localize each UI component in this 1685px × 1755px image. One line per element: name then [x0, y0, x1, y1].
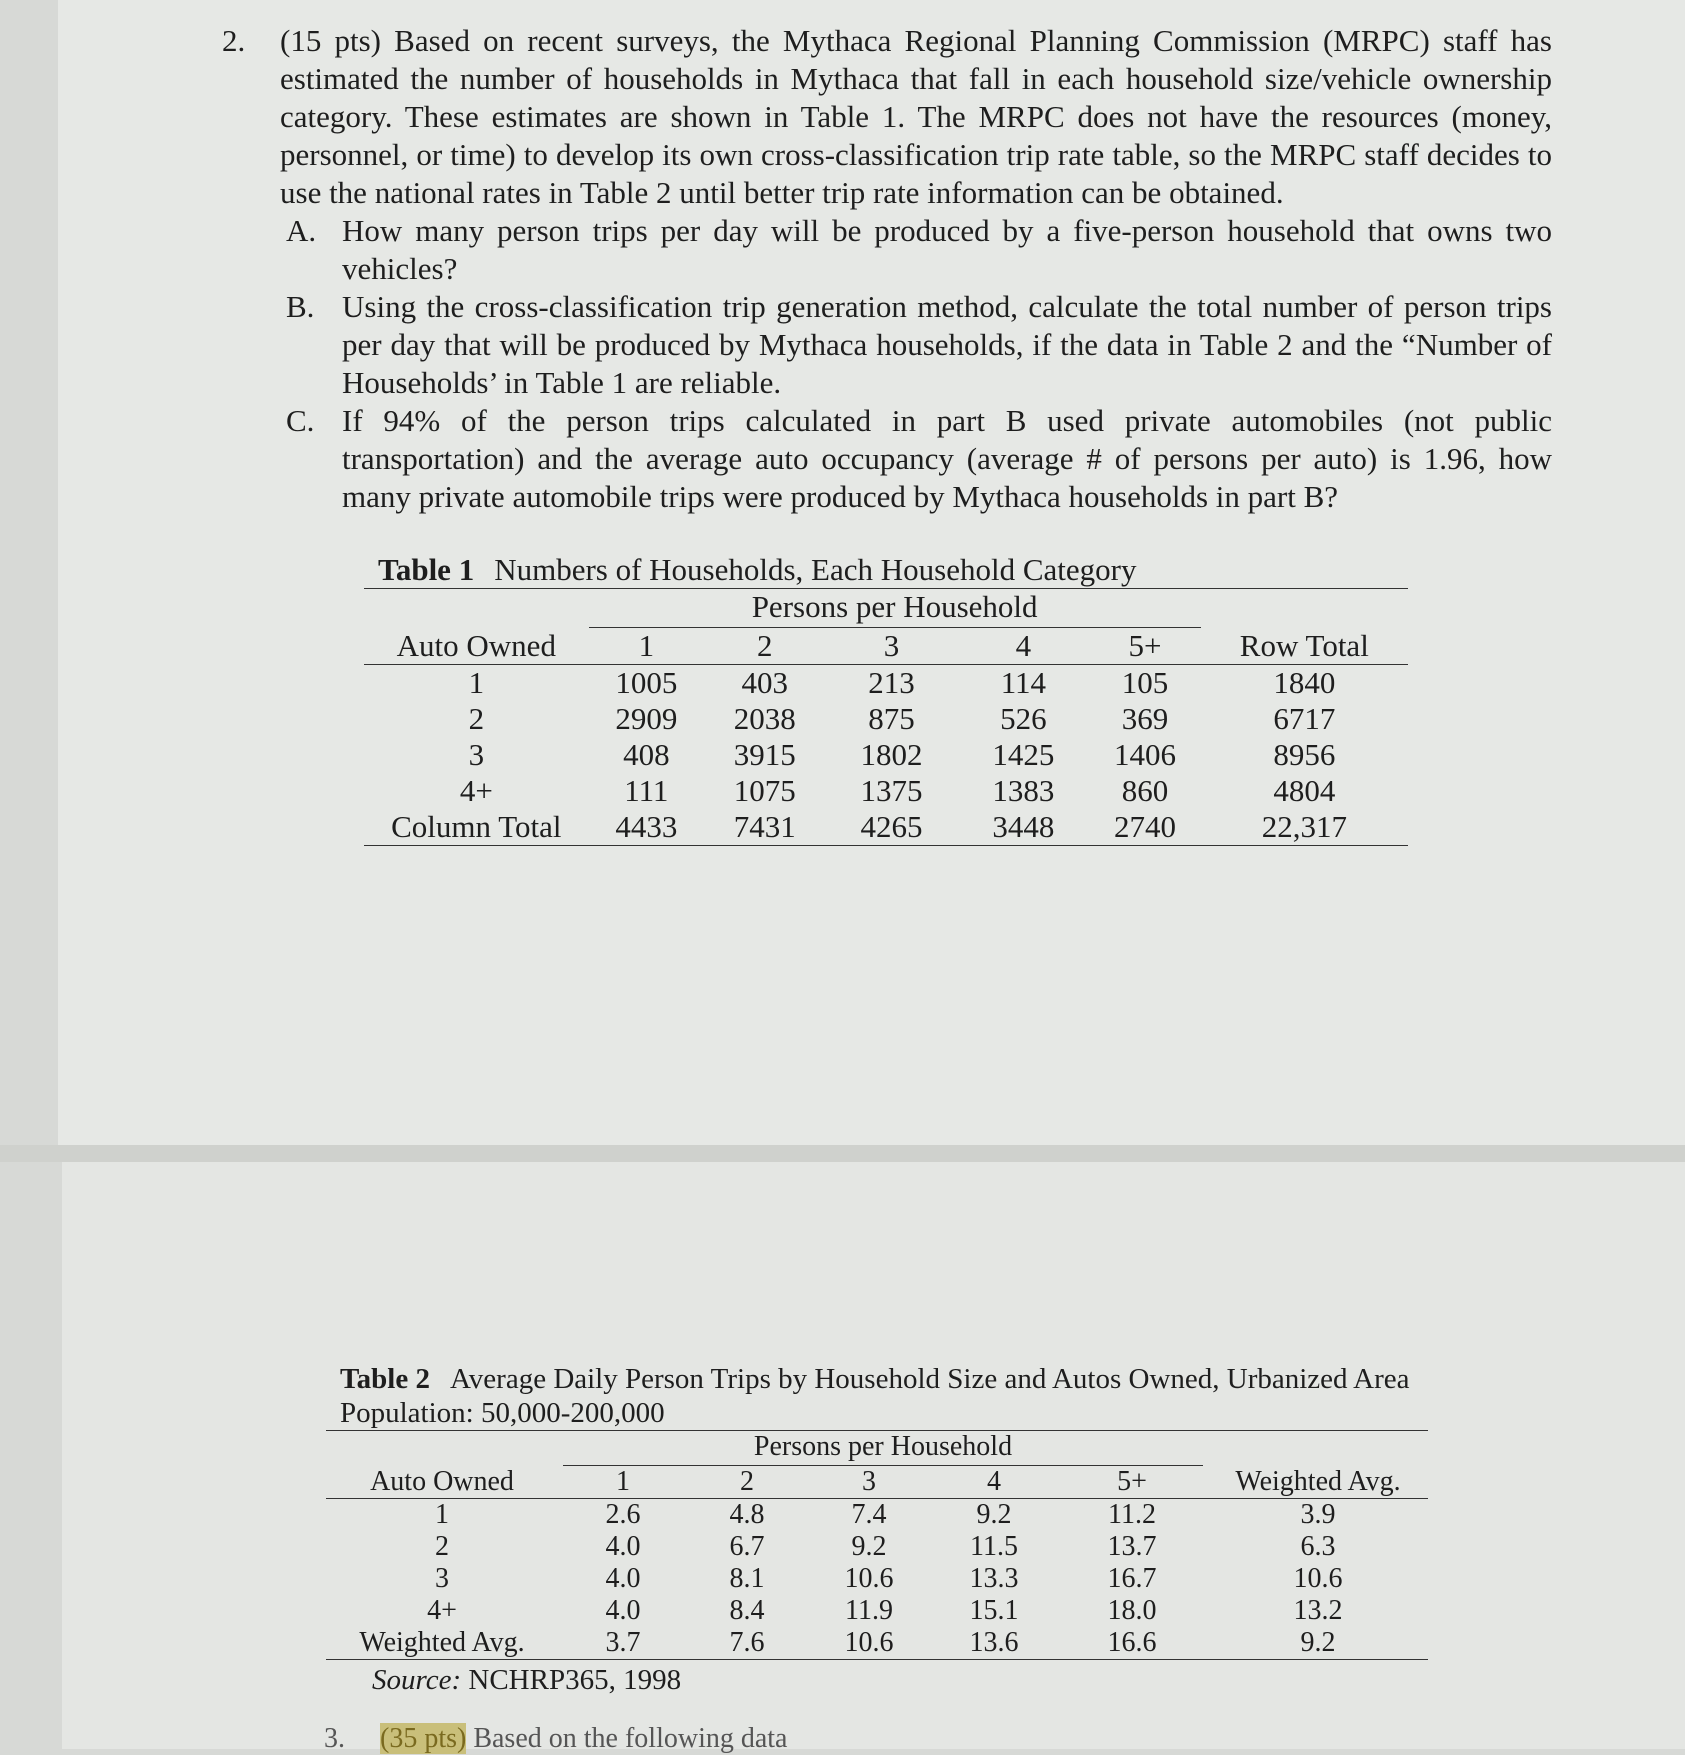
- row-total: 22,317: [1201, 809, 1408, 846]
- table-cell: 16.7: [1107, 1563, 1157, 1594]
- table-cell: 4.8: [729, 1499, 765, 1530]
- table-cell: 7.4: [851, 1499, 887, 1530]
- table-1-label: Table 1: [378, 552, 475, 587]
- table-1-row-header: Auto Owned: [364, 628, 589, 665]
- table-cell: 1802: [860, 737, 923, 772]
- table-cell: 13.3: [969, 1563, 1019, 1594]
- table-cell: 4.0: [605, 1595, 641, 1626]
- table-cell: 4.0: [605, 1531, 641, 1562]
- table-2-group-row: [326, 1431, 1428, 1466]
- table-cell: 1375: [860, 773, 923, 808]
- table-2-source: [326, 1660, 1428, 1700]
- row-label: 2: [435, 1531, 449, 1562]
- table-cell: 3448: [957, 809, 1089, 846]
- table-1: [364, 552, 1408, 846]
- table-cell: 526: [1000, 701, 1047, 736]
- table-2-header-row: [326, 1466, 1428, 1499]
- table-2-col-header: 5+: [1056, 1466, 1208, 1499]
- table-cell: 3915: [733, 737, 796, 772]
- row-label: 1: [468, 665, 485, 700]
- table-2-total-header: Weighted Avg.: [1208, 1466, 1428, 1499]
- problem-number: 2.: [222, 23, 246, 58]
- part-b: [286, 288, 1552, 402]
- table-2-title: Average Daily Person Trips by Household Size and Autos Owned, Urbanized Area Population: 50,000-200,000: [340, 1363, 1410, 1429]
- row-total: 6717: [1273, 701, 1336, 736]
- table-cell: 408: [623, 737, 670, 772]
- table-cell: 18.0: [1107, 1595, 1157, 1626]
- row-label: 3: [468, 737, 485, 772]
- table-1-caption: [364, 552, 1408, 588]
- table-2-caption: [326, 1362, 1428, 1430]
- source-label: Source:: [372, 1664, 462, 1696]
- table-2-label: Table 2: [340, 1363, 430, 1395]
- row-weighted-avg: 3.9: [1300, 1499, 1336, 1530]
- table-cell: 2740: [1089, 809, 1200, 846]
- table-row: [326, 1563, 1428, 1595]
- table-cell: 2.6: [605, 1499, 641, 1530]
- row-label: 2: [468, 701, 485, 736]
- table-row: [364, 701, 1408, 737]
- table-1-col-header: 3: [826, 628, 958, 665]
- table-1-col-header: 1: [589, 628, 704, 665]
- table-cell: 11.9: [845, 1595, 893, 1626]
- table-1-col-header: 4: [957, 628, 1089, 665]
- next-problem-points: (35 pts): [380, 1723, 467, 1754]
- row-total: 4804: [1273, 773, 1336, 808]
- table-cell: 213: [868, 665, 915, 700]
- table-cell: 6.7: [729, 1531, 765, 1562]
- table-cell: 8.1: [729, 1563, 765, 1594]
- table-cell: 1383: [992, 773, 1055, 808]
- table-cell: 1406: [1113, 737, 1176, 772]
- table-2-col-header: 1: [558, 1466, 688, 1499]
- table-row: [326, 1627, 1428, 1660]
- table-cell: 403: [741, 665, 789, 700]
- table-cell: 875: [868, 701, 915, 736]
- part-letter: A.: [286, 213, 317, 248]
- table-cell: 4.0: [605, 1563, 641, 1594]
- problem-2: [222, 22, 1552, 516]
- table-cell: 2038: [733, 701, 796, 736]
- table-1-grid: [364, 589, 1408, 846]
- row-label: 1: [435, 1499, 449, 1530]
- table-cell: 105: [1121, 665, 1169, 700]
- row-label: 4+: [459, 773, 493, 808]
- table-row: [326, 1499, 1428, 1532]
- table-row: [364, 737, 1408, 773]
- table-cell: 369: [1121, 701, 1169, 736]
- table-cell: 9.2: [851, 1531, 887, 1562]
- table-1-title: Numbers of Households, Each Household Category: [494, 552, 1137, 587]
- table-2-col-header: 3: [806, 1466, 932, 1499]
- table-cell: 1005: [615, 665, 678, 700]
- row-weighted-avg: 10.6: [1293, 1563, 1343, 1594]
- table-row: [364, 665, 1408, 702]
- table-2-grid: [326, 1431, 1428, 1660]
- table-cell: 16.6: [1056, 1627, 1208, 1660]
- table-cell: 15.1: [969, 1595, 1019, 1626]
- table-2-col-header: 2: [688, 1466, 806, 1499]
- next-problem-cutoff: [324, 1723, 787, 1755]
- row-label: Weighted Avg.: [326, 1627, 558, 1660]
- table-row: [364, 773, 1408, 809]
- part-letter: B.: [286, 289, 315, 324]
- table-1-header-row: [364, 628, 1408, 665]
- table-cell: 7.6: [688, 1627, 806, 1660]
- row-weighted-avg: 9.2: [1208, 1627, 1428, 1660]
- next-problem-text: Based on the following data: [473, 1723, 788, 1754]
- table-cell: 11.2: [1108, 1499, 1156, 1530]
- table-cell: 13.6: [932, 1627, 1056, 1660]
- part-text: How many person trips per day will be produced by a five-person household that owns two vehicles?: [342, 213, 1552, 286]
- part-a: [286, 212, 1552, 288]
- source-text: NCHRP365, 1998: [468, 1664, 682, 1696]
- table-cell: 13.7: [1107, 1531, 1157, 1562]
- table-cell: 2909: [615, 701, 678, 736]
- table-cell: 114: [1000, 665, 1047, 700]
- table-cell: 7431: [704, 809, 826, 846]
- row-label: 3: [435, 1563, 449, 1594]
- row-label: 4+: [427, 1595, 457, 1626]
- table-cell: 9.2: [976, 1499, 1012, 1530]
- table-row: [326, 1531, 1428, 1563]
- table-cell: 3.7: [558, 1627, 688, 1660]
- table-1-col-header: 5+: [1089, 628, 1200, 665]
- part-c: [286, 402, 1552, 516]
- table-cell: 1425: [992, 737, 1055, 772]
- table-1-group-header: Persons per Household: [589, 589, 1201, 628]
- table-cell: 1075: [733, 773, 796, 808]
- table-2-col-header: 4: [932, 1466, 1056, 1499]
- table-cell: 10.6: [806, 1627, 932, 1660]
- table-2-row-header: Auto Owned: [326, 1466, 558, 1499]
- part-letter: C.: [286, 403, 315, 438]
- row-weighted-avg: 6.3: [1300, 1531, 1336, 1562]
- table-cell: 8.4: [729, 1595, 765, 1626]
- row-weighted-avg: 13.2: [1293, 1595, 1343, 1626]
- page-gap: [0, 1145, 1685, 1162]
- table-1-col-header: 2: [704, 628, 826, 665]
- table-2: [326, 1362, 1428, 1700]
- row-label: Column Total: [364, 809, 589, 846]
- row-total: 1840: [1273, 665, 1336, 700]
- row-total: 8956: [1273, 737, 1336, 772]
- next-problem-number: 3.: [324, 1723, 345, 1754]
- problem-intro: (15 pts) Based on recent surveys, the Mythaca Regional Planning Commission (MRPC) staff has estimated the number of households in Mythaca that fall in each household size/vehicle ownership category. These estimates are shown in Table 1. The MRPC does not have the resources (money, personnel, or time) to develop its own cross-classification trip rate table, so the MRPC staff decides to use the national rates in Table 2 until better trip rate information can be obtained.: [280, 23, 1552, 210]
- table-cell: 10.6: [844, 1563, 894, 1594]
- table-row: [364, 809, 1408, 846]
- table-row: [326, 1595, 1428, 1627]
- table-cell: 4265: [826, 809, 958, 846]
- part-text: Using the cross-classification trip generation method, calculate the total number of person trips per day that will be produced by Mythaca households, if the data in Table 2 and the “Number of Households’ in Table 1 are reliable.: [342, 289, 1552, 400]
- table-cell: 4433: [589, 809, 704, 846]
- table-2-group-header: Persons per Household: [563, 1431, 1203, 1466]
- part-text: If 94% of the person trips calculated in part B used private automobiles (not public transportation) and the average auto occupancy (average # of persons per auto) is 1.96, how many private automobile trips were produced by Mythaca households in part B?: [342, 403, 1552, 514]
- table-1-total-header: Row Total: [1201, 628, 1408, 665]
- table-cell: 860: [1121, 773, 1169, 808]
- table-cell: 11.5: [970, 1531, 1018, 1562]
- table-1-group-row: [364, 589, 1408, 628]
- table-cell: 111: [624, 773, 669, 808]
